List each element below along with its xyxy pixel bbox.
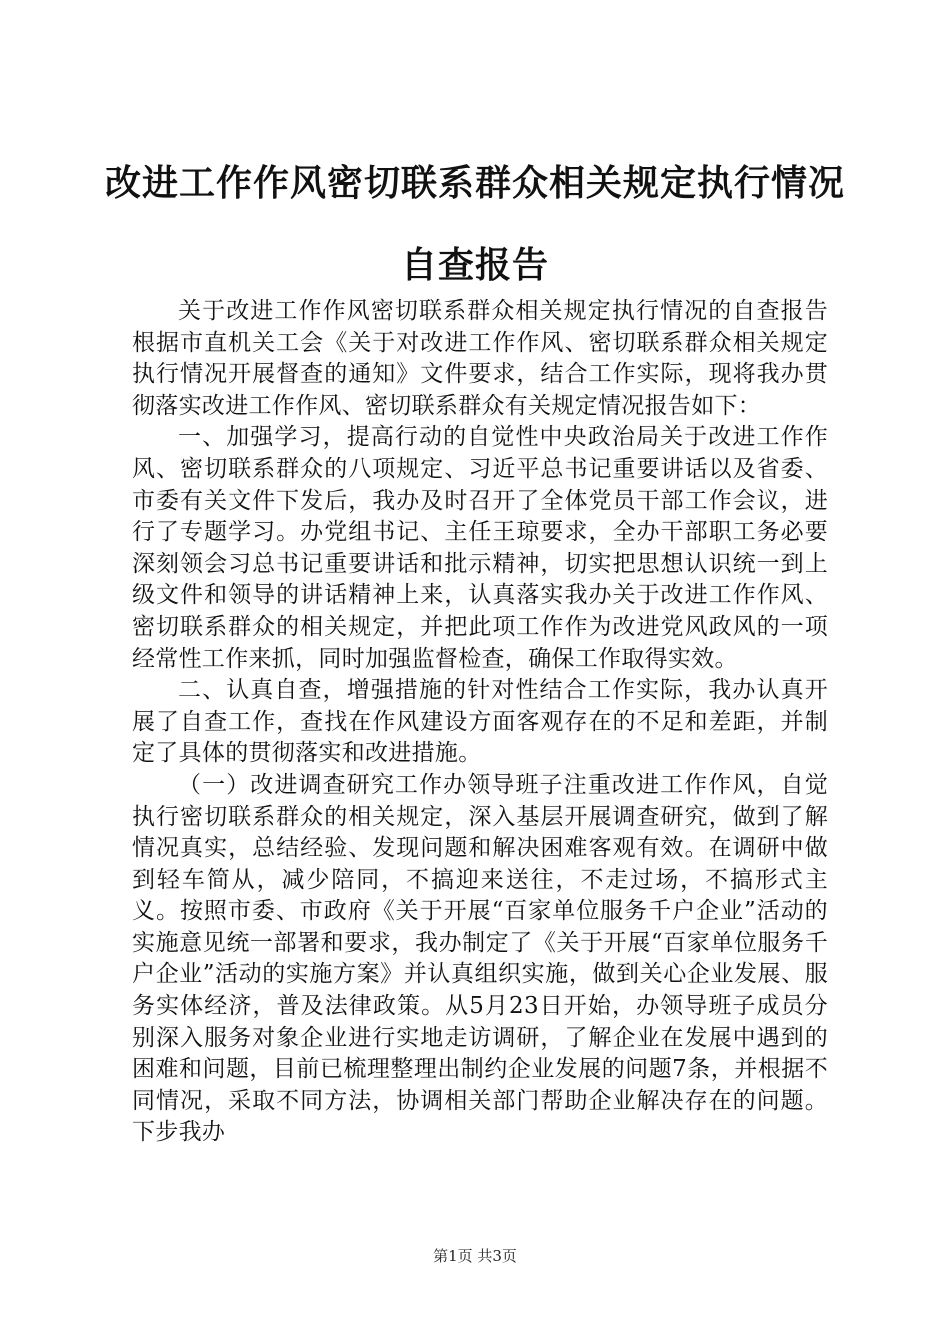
paragraph-section-1: 一、加强学习，提高行动的自觉性中央政治局关于改进工作作风、密切联系群众的八项规定、习近平总书记重要讲话以及省委、市委有关文件下发后，我办及时召开了全体党员干部工作会议，进行了专题学习。办党组书记、主任王琼要求，全办干部职工务必要深刻领会习总书记重要讲话和批示精神，切实把思想认识统一到上级文件和领导的讲话精神上来，认真落实我办关于改进工作作风、密切联系群众的相关规定，并把此项工作作为改进党风政风的一项经常性工作来抓，同时加强监督检查，确保工作取得实效。 [132, 424, 828, 672]
document-title-line-2: 自查报告 [400, 245, 549, 286]
paragraph-section-2: 二、认真自查，增强措施的针对性结合工作实际，我办认真开展了自查工作，查找在作风建设方面客观存在的不足和差距，并制定了具体的贯彻落实和改进措施。 [132, 677, 828, 767]
paragraph-intro: 关于改进工作作风密切联系群众相关规定执行情况的自查报告根据市直机关工会《关于对改进工作作风、密切联系群众相关规定执行情况开展督查的通知》文件要求，结合工作实际，现将我办贯彻落实改进工作作风、密切联系群众有关规定情况报告如下： [132, 298, 828, 419]
paragraph-subsection-1: （一）改进调查研究工作办领导班子注重改进工作作风，自觉执行密切联系群众的相关规定，深入基层开展调查研究，做到了解情况真实，总结经验、发现问题和解决困难客观有效。在调研中做到轻车简从，减少陪同，不搞迎来送往，不走过场，不搞形式主义。按照市委、市政府《关于开展“百家单位服务千户企业”活动的实施意见统一部署和要求，我办制定了《关于开展“百家单位服务千户企业”活动的实施方案》并认真组织实施，做到关心企业发展、服务实体经济，普及法律政策。从5月23日开始，办领导班子成员分别深入服务对象企业进行实地走访调研，了解企业在发展中遇到的困难和问题，目前已梳理整理出制约企业发展的问题7条，并根据不同情况，采取不同方法，协调相关部门帮助企业解决存在的问题。下步我办 [132, 771, 828, 1146]
page-footer: 第1页 共3页 [433, 1247, 517, 1265]
document-title-line-1: 改进工作作风密切联系群众相关规定执行情况 [104, 163, 845, 204]
document-body [132, 296, 828, 1149]
